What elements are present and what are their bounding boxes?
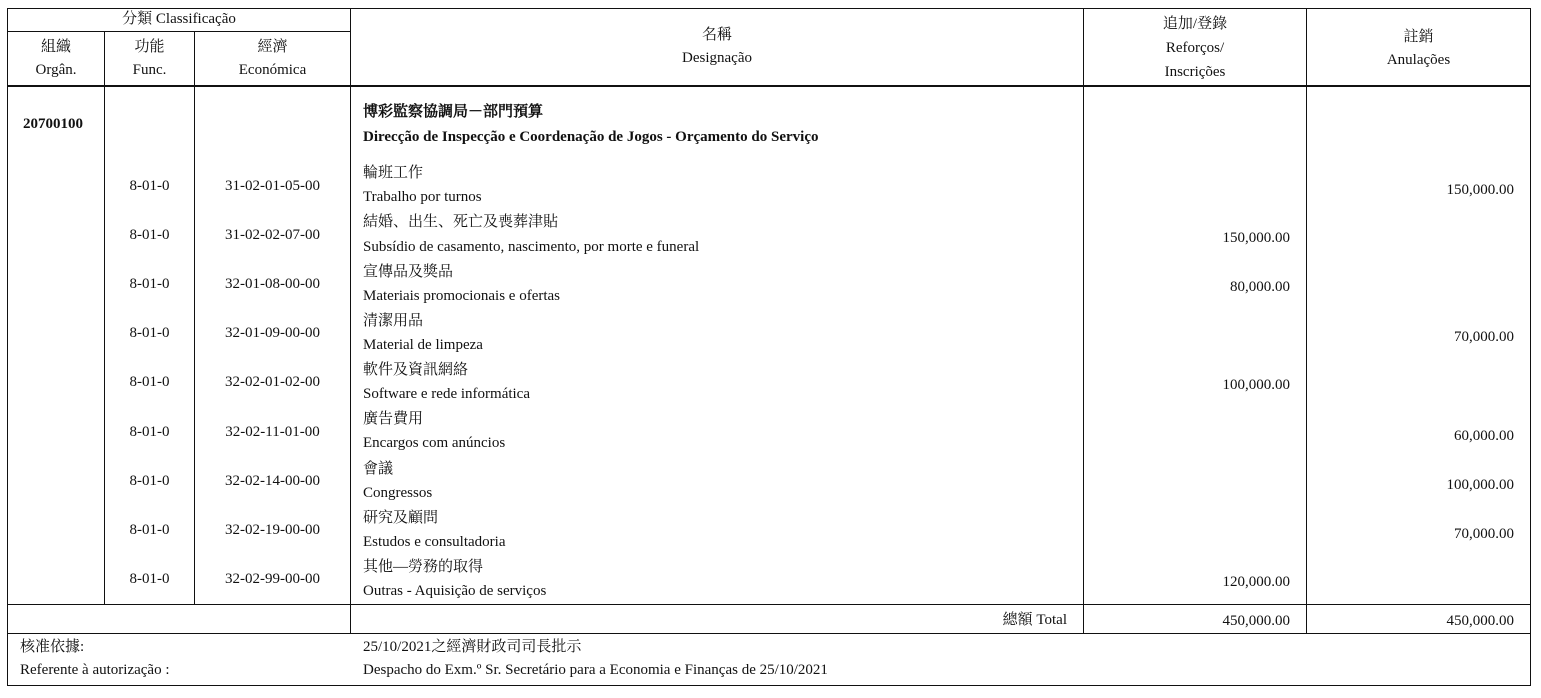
reinforce-header-zh: 追加/登錄: [1162, 16, 1228, 32]
econ-name-divider: [350, 8, 351, 633]
row-econ: 32-01-09-00-00: [225, 325, 320, 341]
row-econ: 32-02-99-00-00: [225, 571, 320, 587]
header-bottom-border: [7, 85, 1531, 87]
row-reinforce: 80,000.00: [1230, 279, 1290, 295]
row-func: 8-01-0: [129, 473, 170, 489]
right-border: [1530, 8, 1531, 686]
row-name-zh: 輪班工作: [363, 165, 424, 181]
row-func: 8-01-0: [129, 178, 170, 194]
classification-header: 分類 Classificação: [122, 11, 236, 27]
func-econ-divider: [194, 31, 195, 604]
row-name-zh: 研究及顧問: [363, 510, 439, 526]
row-econ: 31-02-01-05-00: [225, 178, 320, 194]
row-name-pt: Outras - Aquisição de serviços: [363, 583, 547, 599]
total-cancel: 450,000.00: [1446, 613, 1514, 629]
row-name-zh: 結婚、出生、死亡及喪葬津貼: [363, 214, 559, 230]
name-reinforce-divider: [1083, 8, 1084, 633]
total-reinforce: 450,000.00: [1222, 613, 1290, 629]
authorization-text-pt: Despacho do Exm.º Sr. Secretário para a Economia e Finanças de 25/10/2021: [363, 662, 828, 678]
reinforce-header-pt2: Inscrições: [1164, 64, 1226, 80]
row-cancel: 60,000.00: [1454, 428, 1514, 444]
row-func: 8-01-0: [129, 522, 170, 538]
row-name-pt: Estudos e consultadoria: [363, 534, 506, 550]
designation-header-pt: Designação: [682, 50, 752, 66]
row-func: 8-01-0: [129, 571, 170, 587]
row-cancel: 100,000.00: [1446, 477, 1514, 493]
total-label: 總額 Total: [1002, 612, 1067, 628]
row-name-pt: Software e rede informática: [363, 386, 530, 402]
row-func: 8-01-0: [129, 325, 170, 341]
authorization-label-pt: Referente à autorização :: [20, 662, 170, 678]
row-name-zh: 其他—勞務的取得: [363, 559, 484, 575]
row-econ: 32-02-14-00-00: [225, 473, 320, 489]
organ-header-zh: 組織: [40, 39, 71, 55]
row-name-zh: 廣告費用: [363, 411, 424, 427]
department-name-zh: 博彩監察協調局－部門預算: [363, 104, 544, 120]
row-name-zh: 軟件及資訊網絡: [363, 362, 469, 378]
row-econ: 32-01-08-00-00: [225, 276, 320, 292]
designation-header-zh: 名稱: [701, 27, 732, 43]
classification-divider: [7, 31, 350, 32]
authorization-label-zh: 核准依據:: [20, 639, 85, 655]
total-bottom-border: [7, 633, 1531, 634]
cancel-header-zh: 註銷: [1403, 29, 1434, 45]
row-reinforce: 150,000.00: [1222, 230, 1290, 246]
econ-header-pt: Económica: [238, 62, 307, 78]
organ-header-pt: Orgân.: [35, 62, 77, 78]
row-econ: 32-02-19-00-00: [225, 522, 320, 538]
row-econ: 32-02-01-02-00: [225, 374, 320, 390]
row-reinforce: 100,000.00: [1222, 377, 1290, 393]
row-func: 8-01-0: [129, 374, 170, 390]
row-cancel: 150,000.00: [1446, 182, 1514, 198]
cancel-header-pt: Anulações: [1386, 52, 1451, 68]
row-func: 8-01-0: [129, 227, 170, 243]
top-border: [7, 8, 1531, 9]
row-name-pt: Subsídio de casamento, nascimento, por morte e funeral: [363, 239, 700, 255]
organ-func-divider: [104, 31, 105, 604]
row-name-pt: Trabalho por turnos: [363, 189, 482, 205]
row-func: 8-01-0: [129, 424, 170, 440]
func-header-zh: 功能: [134, 39, 165, 55]
row-name-pt: Encargos com anúncios: [363, 435, 506, 451]
row-econ: 32-02-11-01-00: [225, 424, 320, 440]
row-cancel: 70,000.00: [1454, 526, 1514, 542]
row-name-zh: 清潔用品: [363, 313, 424, 329]
table-bottom-border: [7, 685, 1531, 686]
department-name-pt: Direcção de Inspecção e Coordenação de Jogos - Orçamento do Serviço: [363, 129, 819, 145]
func-header-pt: Func.: [132, 62, 167, 78]
body-bottom-border: [7, 604, 1531, 605]
row-econ: 31-02-02-07-00: [225, 227, 320, 243]
row-name-pt: Congressos: [363, 485, 433, 501]
row-name-pt: Material de limpeza: [363, 337, 483, 353]
row-cancel: 70,000.00: [1454, 329, 1514, 345]
authorization-text-zh: 25/10/2021之經濟財政司司長批示: [363, 639, 582, 655]
row-name-zh: 會議: [363, 461, 394, 477]
row-name-pt: Materiais promocionais e ofertas: [363, 288, 561, 304]
row-reinforce: 120,000.00: [1222, 574, 1290, 590]
row-func: 8-01-0: [129, 276, 170, 292]
department-code: 20700100: [23, 116, 83, 132]
row-name-zh: 宣傳品及獎品: [363, 264, 454, 280]
reinforce-header-pt1: Reforços/: [1165, 40, 1225, 56]
left-border: [7, 8, 8, 686]
econ-header-zh: 經濟: [257, 39, 288, 55]
